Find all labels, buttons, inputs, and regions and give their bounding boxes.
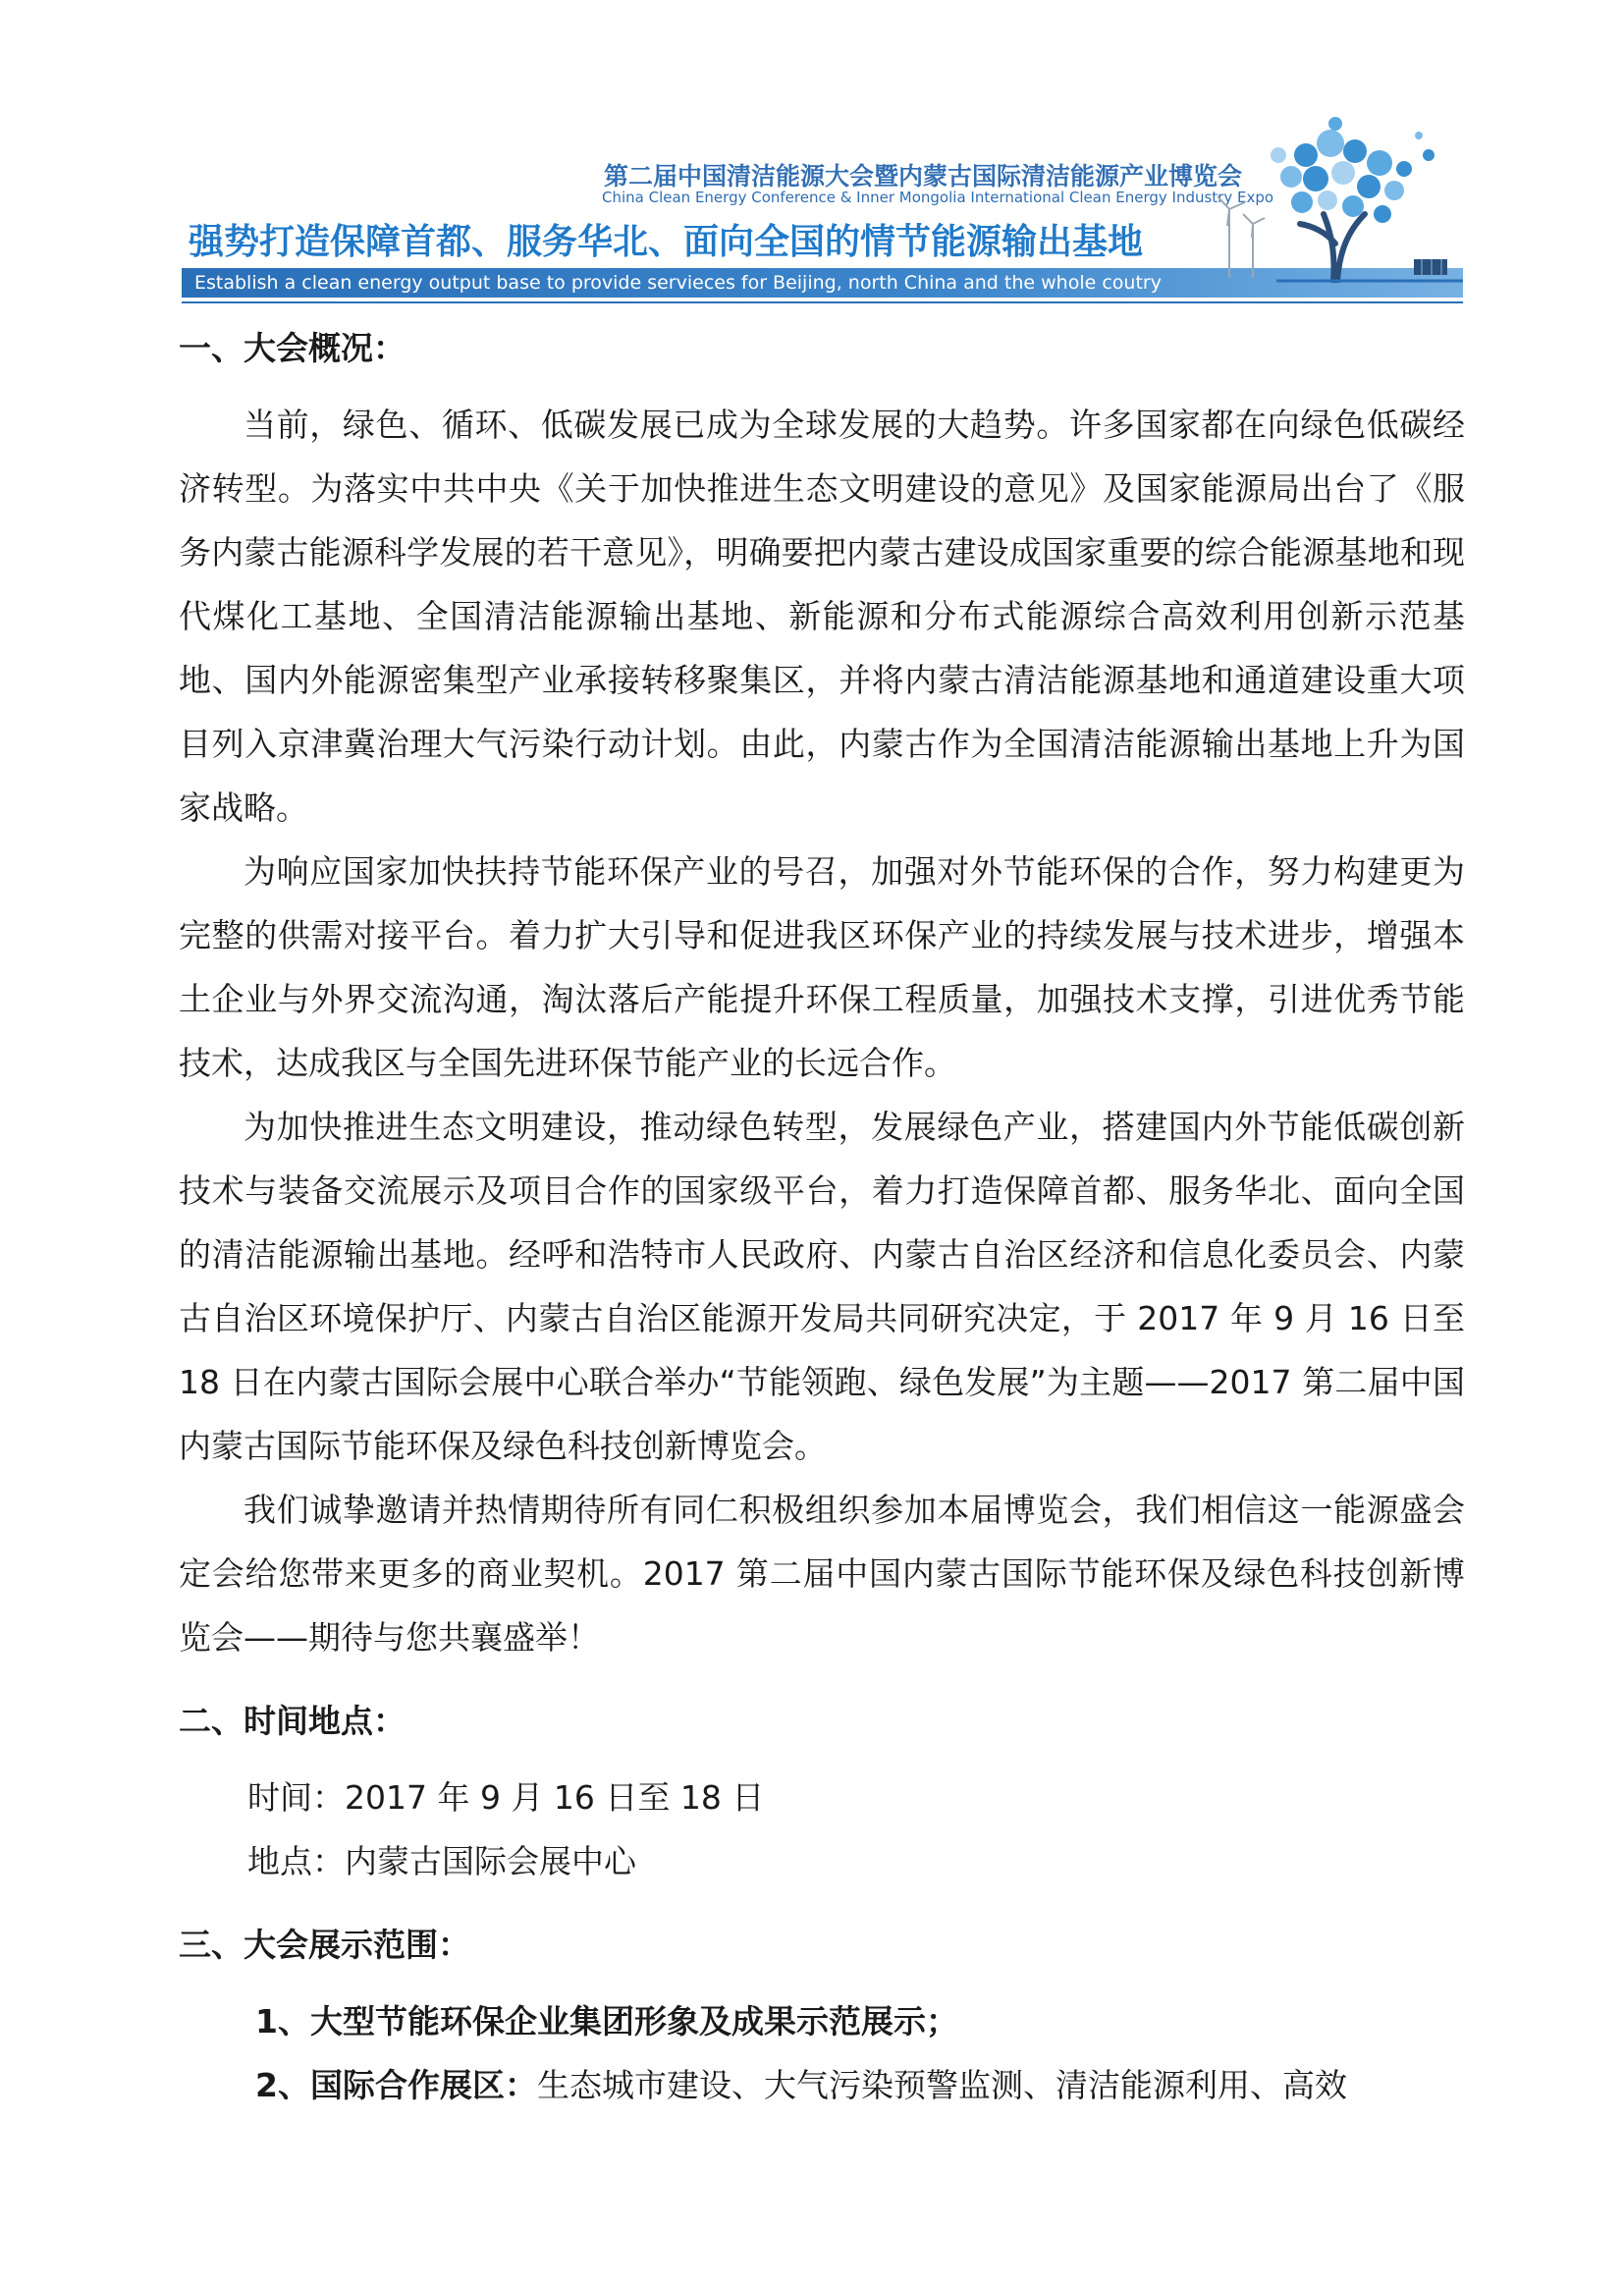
event-place: 地点：内蒙古国际会展中心 xyxy=(247,1842,636,1880)
document-body xyxy=(179,324,1465,2117)
slogan-cn: 强势打造保障首都、服务华北、面向全国的情节能源输出基地 xyxy=(189,222,1144,262)
slogan-en: Establish a clean energy output base to provide servieces for Beijing, north China and the whole coutry xyxy=(194,272,1162,294)
paragraph: 当前，绿色、循环、低碳发展已成为全球发展的大趋势。许多国家都在向绿色低碳经济转型。为落实中共中央《关于加快推进生态文明建设的意见》及国家能源局出台了《服务内蒙古能源科学发展的若干意见》，明确要把内蒙古建设成国家重要的综合能源基地和现代煤化工基地、全国清洁能源输出基地、新能源和分布式能源综合高效利用创新示范基地、国内外能源密集型产业承接转移聚集区，并将内蒙古清洁能源基地和通道建设重大项目列入京津冀治理大气污染行动计划。由此，内蒙古作为全国清洁能源输出基地上升为国家战略。 xyxy=(179,406,1465,827)
paragraph: 我们诚挚邀请并热情期待所有同仁积极组织参加本届博览会，我们相信这一能源盛会定会给您带来更多的商业契机。2017 第二届中国内蒙古国际节能环保及绿色科技创新博览会——期待与您共襄盛举！ xyxy=(179,1491,1465,1657)
section-3-title: 三、大会展示范围： xyxy=(179,1926,470,1964)
list-item xyxy=(179,2053,1465,2117)
section-2-title: 二、时间地点： xyxy=(179,1702,406,1740)
paragraph: 为响应国家加快扶持节能环保产业的号召，加强对外节能环保的合作，努力构建更为完整的供需对接平台。着力扩大引导和促进我区环保产业的持续发展与技术进步，增强本土企业与外界交流沟通，淘汰落后产能提升环保工程质量，加强技术支撑，引进优秀节能技术，达成我区与全国先进环保节能产业的长远合作。 xyxy=(179,852,1465,1082)
list-item-label: 2、国际合作展区： xyxy=(255,2066,537,2104)
list-item-text: 生态城市建设、大气污染预警监测、清洁能源利用、高效 xyxy=(536,2066,1347,2104)
header-divider xyxy=(182,301,1463,303)
event-time: 时间：2017 年 9 月 16 日至 18 日 xyxy=(247,1778,765,1817)
expo-title-en: China Clean Energy Conference & Inner Mongolia International Clean Energy Industry Expo xyxy=(602,189,1274,206)
clean-energy-tree-icon xyxy=(1218,116,1473,283)
section-1-title: 一、大会概况： xyxy=(179,329,406,367)
list-item xyxy=(179,1989,1465,2053)
paragraph: 为加快推进生态文明建设，推动绿色转型，发展绿色产业，搭建国内外节能低碳创新技术与装备交流展示及项目合作的国家级平台，着力打造保障首都、服务华北、面向全国的清洁能源输出基地。经呼和浩特市人民政府、内蒙古自治区经济和信息化委员会、内蒙古自治区环境保护厅、内蒙古自治区能源开发局共同研究决定，于 2017 年 9 月 16 日至 18 日在内蒙古国际会展中心联合举办“节能领跑、绿色发展”为主题——2017 第二届中国内蒙古国际节能环保及绿色科技创新博览会。 xyxy=(179,1108,1465,1465)
list-item-label: 1、大型节能环保企业集团形象及成果示范展示； xyxy=(255,2002,958,2040)
header-banner xyxy=(0,0,1624,314)
expo-title-cn: 第二届中国清洁能源大会暨内蒙古国际清洁能源产业博览会 xyxy=(604,162,1243,190)
